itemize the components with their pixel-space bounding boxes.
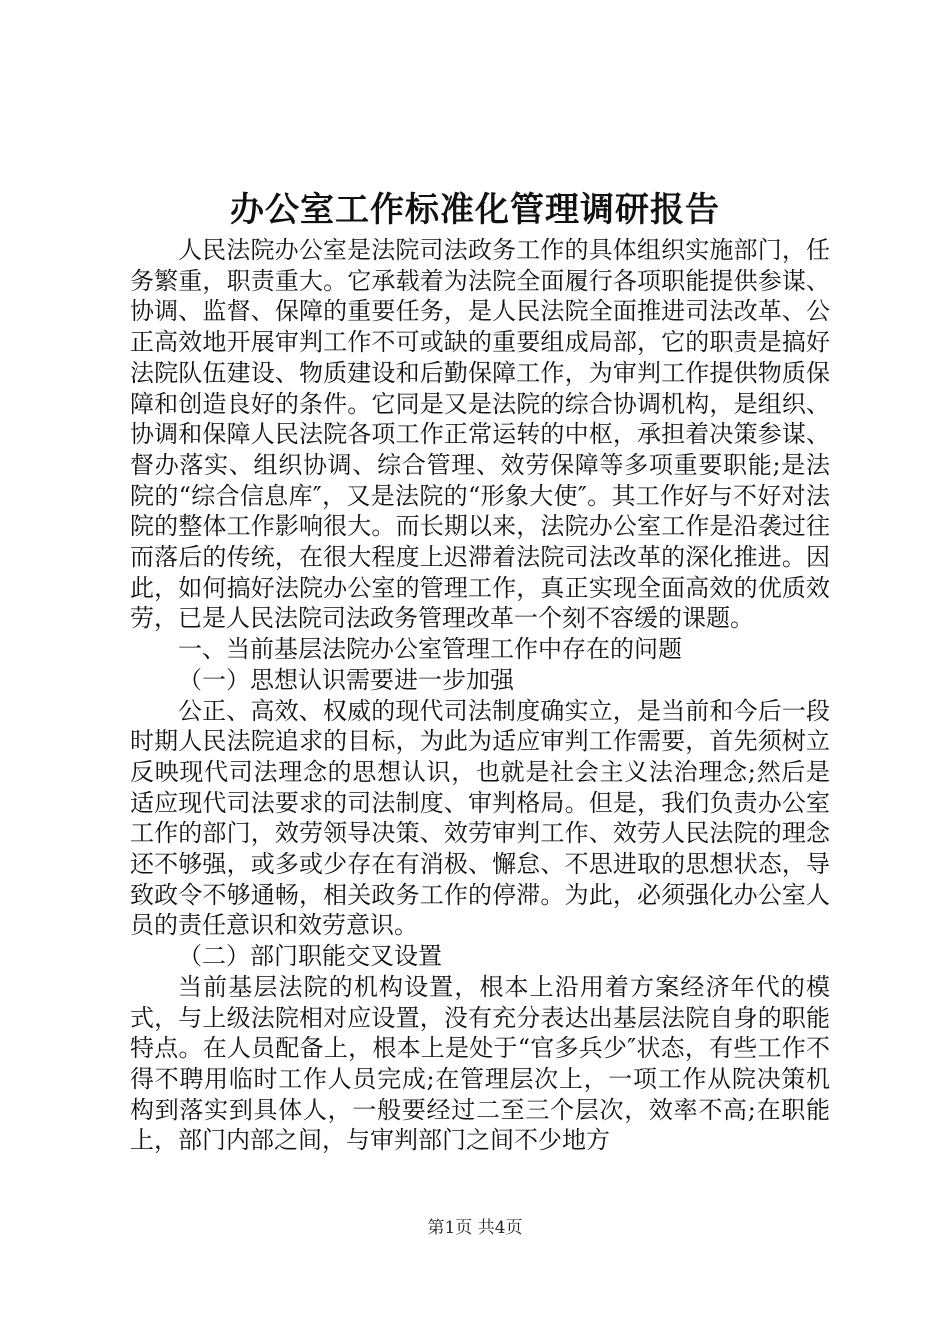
page-number-footer: 第1页 共4页 bbox=[427, 1218, 523, 1238]
section-heading-1: 一、当前基层法院办公室管理工作中存在的问题 bbox=[178, 635, 682, 664]
subsection-heading-2: （二）部门职能交叉设置 bbox=[178, 942, 442, 971]
subsection-heading-1: （一）思想认识需要进一步加强 bbox=[178, 665, 514, 694]
document-body bbox=[130, 235, 830, 1156]
body-paragraph-2: 当前基层法院的机构设置，根本上沿用着方案经济年代的模式，与上级法院相对应设置，没有充分表达出基层法院自身的职能特点。在人员配备上，根本上是处于“官多兵少″状态，有些工作不得不聘用临时工作人员完成;在管理层次上，一项工作从院决策机构到落实到具体人，一般要经过二至三个层次，效率不高;在职能上，部门内部之间，与审判部门之间不少地方 bbox=[130, 972, 830, 1155]
body-paragraph-1: 公正、高效、权威的现代司法制度确实立，是当前和今后一段时期人民法院追求的目标，为此为适应审判工作需要，首先须树立反映现代司法理念的思想认识，也就是社会主义法治理念;然后是适应现代司法要求的司法制度、审判格局。但是，我们负责办公室工作的部门，效劳领导决策、效劳审判工作、效劳人民法院的理念还不够强，或多或少存在有消极、懈怠、不思进取的思想状态，导致政令不够通畅，相关政务工作的停滞。为此，必须强化办公室人员的责任意识和效劳意识。 bbox=[130, 696, 830, 940]
document-title: 办公室工作标准化管理调研报告 bbox=[230, 190, 720, 230]
intro-paragraph: 人民法院办公室是法院司法政务工作的具体组织实施部门，任务繁重，职责重大。它承载着为法院全面履行各项职能提供参谋、协调、监督、保障的重要任务，是人民法院全面推进司法改革、公正高效地开展审判工作不可或缺的重要组成局部，它的职责是搞好法院队伍建设、物质建设和后勤保障工作，为审判工作提供物质保障和创造良好的条件。它同是又是法院的综合协调机构，是组织、协调和保障人民法院各项工作正常运转的中枢，承担着决策参谋、督办落实、组织协调、综合管理、效劳保障等多项重要职能;是法院的“综合信息库″，又是法院的“形象大使″。其工作好与不好对法院的整体工作影响很大。而长期以来，法院办公室工作是沿袭过往而落后的传统，在很大程度上迟滞着法院司法改革的深化推进。因此，如何搞好法院办公室的管理工作，真正实现全面高效的优质效劳，已是人民法院司法政务管理改革一个刻不容缓的课题。 bbox=[130, 236, 830, 633]
